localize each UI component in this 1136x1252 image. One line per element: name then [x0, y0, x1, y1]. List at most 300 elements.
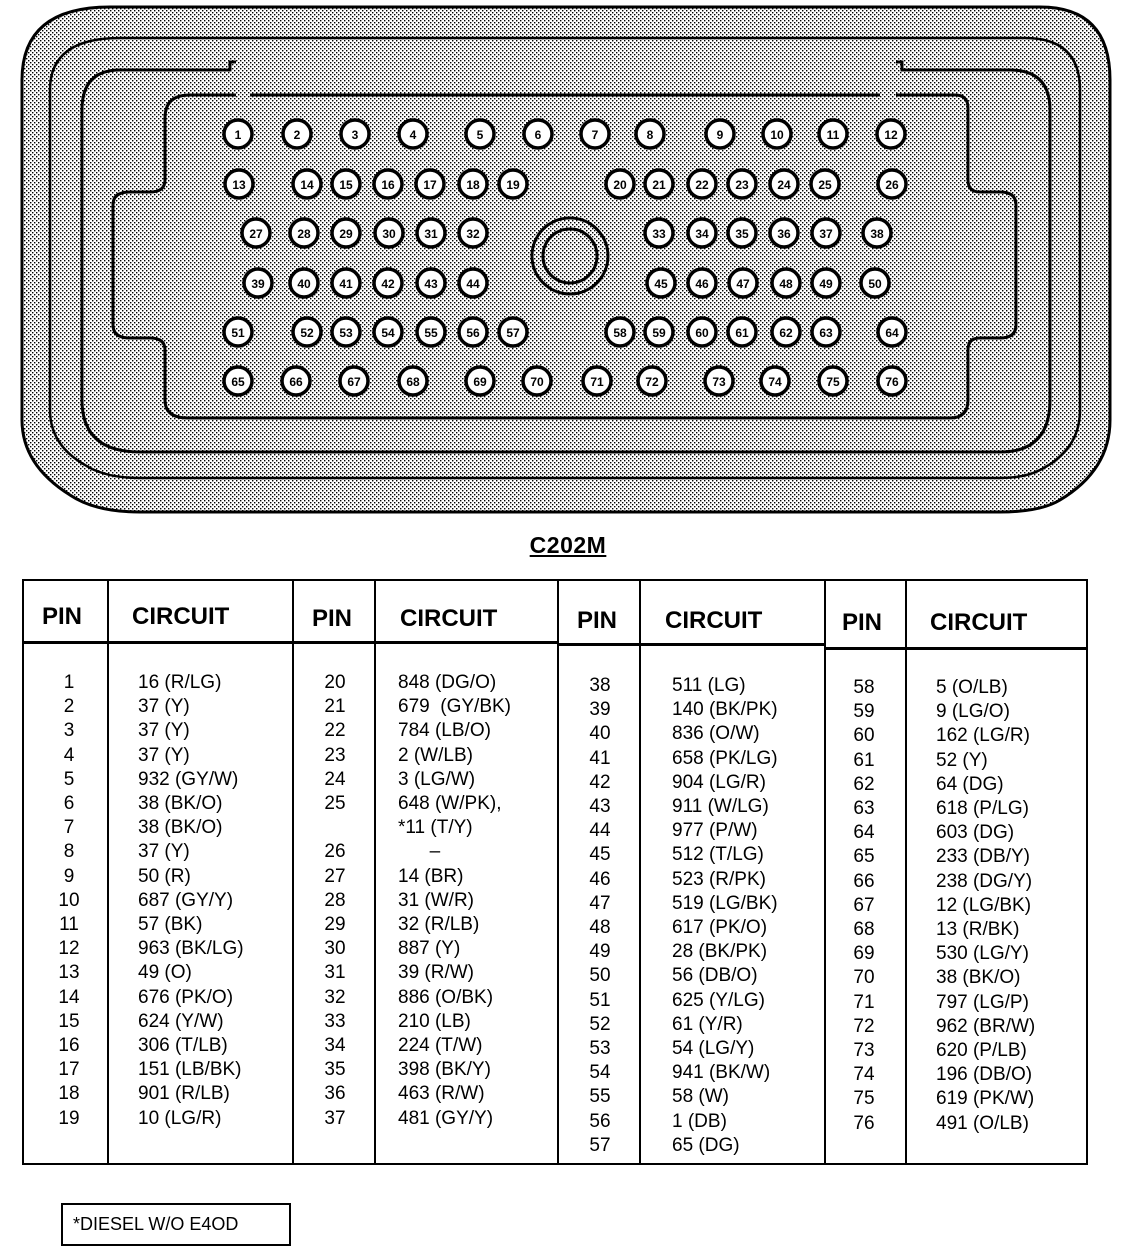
circuit-code: 836 (O/W) — [672, 723, 760, 745]
pin-number: 4 — [63, 744, 75, 766]
pin-label: 22 — [695, 178, 709, 192]
pin-number: 64 — [853, 822, 875, 844]
connector-pin — [459, 219, 487, 247]
pin-label: 61 — [735, 326, 749, 340]
pin-number: 41 — [589, 747, 611, 769]
connector-pin — [224, 318, 252, 346]
pin-header-1: PIN — [42, 603, 83, 630]
circuit-code: 162 (LG/R) — [936, 725, 1030, 747]
pin-label: 9 — [716, 128, 724, 142]
connector-pin — [374, 318, 402, 346]
pin-label: 43 — [424, 277, 438, 291]
pin-label: 44 — [466, 277, 480, 291]
pin-number: 56 — [589, 1110, 611, 1132]
pin-number: 30 — [324, 938, 346, 960]
pin-number: 46 — [589, 868, 611, 890]
connector-pin — [581, 120, 609, 148]
pin-number: 31 — [324, 962, 346, 984]
header-rule — [292, 641, 558, 644]
circuit-code: 31 (W/R) — [398, 889, 474, 911]
circuit-code: 38 (BK/O) — [138, 817, 223, 839]
pin-number: 29 — [324, 914, 346, 936]
connector-pin — [293, 170, 321, 198]
pin-label: 21 — [652, 178, 666, 192]
pin-number: 47 — [589, 892, 611, 914]
connector-pin — [647, 269, 675, 297]
connector-pin — [225, 170, 253, 198]
connector-pin — [645, 318, 673, 346]
pin-label: 45 — [654, 277, 668, 291]
pin-label: 2 — [293, 128, 301, 142]
pin-list-1 — [44, 671, 94, 1131]
column-divider — [639, 581, 641, 1163]
connector-pin — [638, 367, 666, 395]
pin-number: 10 — [58, 889, 80, 911]
circuit-code: 233 (DB/Y) — [936, 846, 1030, 868]
pin-label: 27 — [249, 227, 263, 241]
connector-pin — [224, 120, 252, 148]
connector-pin — [417, 269, 445, 297]
circuit-code: 481 (GY/Y) — [398, 1107, 494, 1129]
pin-header-2: PIN — [312, 605, 353, 632]
pin-number: 6 — [63, 793, 75, 815]
pin-label: 17 — [423, 178, 437, 192]
circuit-code: 679 (GY/BK) — [398, 696, 511, 718]
pin-number: 7 — [63, 817, 75, 839]
connector-pin — [374, 269, 402, 297]
pin-label: 23 — [735, 178, 749, 192]
circuit-code: 603 (DG) — [936, 822, 1015, 844]
connector-pin — [399, 120, 427, 148]
connector-diagram — [0, 0, 1136, 520]
circuit-code: 886 (O/BK) — [398, 986, 494, 1008]
circuit-header-4: CIRCUIT — [930, 609, 1028, 636]
connector-pin — [224, 367, 252, 395]
column-divider — [905, 581, 907, 1163]
group-divider — [292, 581, 294, 1163]
pin-number: 39 — [589, 699, 611, 721]
connector-pin — [290, 269, 318, 297]
circuit-code: 65 (DG) — [672, 1134, 740, 1156]
connector-pin — [878, 170, 906, 198]
connector-pin — [293, 318, 321, 346]
pin-label: 48 — [779, 277, 793, 291]
pin-label: 56 — [466, 326, 480, 340]
pin-number: 62 — [853, 773, 875, 795]
circuit-code: 687 (GY/Y) — [138, 889, 234, 911]
pin-label: 64 — [885, 326, 899, 340]
circuit-code: 624 (Y/W) — [138, 1010, 224, 1032]
pin-list-4 — [839, 676, 889, 1136]
pin-number: 74 — [853, 1064, 875, 1086]
pin-number: 1 — [63, 672, 75, 693]
circuit-code: 2 (W/LB) — [398, 744, 473, 766]
pin-number: 76 — [853, 1112, 875, 1134]
circuit-header-2: CIRCUIT — [400, 605, 498, 632]
circuit-code: 5 (O/LB) — [936, 677, 1008, 698]
connector-pin — [242, 219, 270, 247]
connector-pin — [332, 219, 360, 247]
circuit-code: 12 (LG/BK) — [936, 894, 1032, 916]
connector-pin — [417, 219, 445, 247]
circuit-code: 797 (LG/P) — [936, 991, 1029, 1013]
circuit-code: 463 (R/W) — [398, 1083, 485, 1105]
pin-label: 70 — [530, 375, 544, 389]
pin-label: 62 — [779, 326, 793, 340]
connector-pin — [863, 219, 891, 247]
pin-number: 13 — [58, 962, 80, 984]
connector-pin — [399, 367, 427, 395]
pin-label: 7 — [591, 128, 599, 142]
pin-header-3: PIN — [577, 607, 618, 634]
circuit-code: 151 (LB/BK) — [138, 1059, 242, 1081]
connector-pin — [332, 170, 360, 198]
pin-number: 65 — [853, 846, 875, 868]
pin-label: 25 — [818, 178, 832, 192]
pin-label: 63 — [819, 326, 833, 340]
pin-label: 11 — [826, 128, 840, 142]
pin-number: 20 — [324, 672, 346, 693]
pin-number: 71 — [853, 991, 875, 1013]
circuit-code: 619 (PK/W) — [936, 1088, 1035, 1110]
circuit-code: 519 (LG/BK) — [672, 892, 778, 914]
circuit-code: 61 (Y/R) — [672, 1013, 743, 1035]
connector-pin — [772, 269, 800, 297]
connector-pin — [770, 170, 798, 198]
pin-label: 8 — [646, 128, 654, 142]
pin-label: 10 — [770, 128, 784, 142]
connector-pin — [290, 219, 318, 247]
pin-label: 40 — [297, 277, 311, 291]
pin-label: 74 — [768, 375, 782, 389]
connector-pin — [459, 170, 487, 198]
circuit-code: 941 (BK/W) — [672, 1062, 771, 1084]
circuit-code: 64 (DG) — [936, 773, 1004, 795]
connector-pin — [375, 219, 403, 247]
pin-label: 53 — [339, 326, 353, 340]
connector-pin — [728, 318, 756, 346]
circuit-code: 32 (R/LB) — [398, 914, 480, 936]
pin-label: 24 — [777, 178, 791, 192]
circuit-code: 3 (LG/W) — [398, 768, 476, 790]
connector-pin — [812, 269, 840, 297]
pin-number: 53 — [589, 1038, 611, 1060]
pin-label: 72 — [645, 375, 659, 389]
connector-pin — [583, 367, 611, 395]
connector-pin — [332, 269, 360, 297]
circuit-code: 648 (W/PK), — [398, 793, 502, 815]
pin-label: 14 — [300, 178, 314, 192]
pin-label: 59 — [652, 326, 666, 340]
connector-pin — [645, 170, 673, 198]
pin-number: 67 — [853, 894, 875, 916]
pin-number: 73 — [853, 1040, 875, 1062]
pin-number: 33 — [324, 1010, 346, 1032]
pin-number: 17 — [58, 1059, 80, 1081]
circuit-list-2 — [398, 671, 558, 1131]
pin-number: 38 — [589, 675, 611, 696]
connector-pin — [283, 120, 311, 148]
pin-label: 32 — [466, 227, 480, 241]
pin-label: 20 — [613, 178, 627, 192]
pin-number: 21 — [324, 696, 346, 718]
pin-number: 11 — [59, 914, 79, 936]
pin-number: 54 — [589, 1062, 611, 1084]
connector-pin — [819, 120, 847, 148]
pin-number: 25 — [324, 793, 346, 815]
pin-number: 42 — [589, 771, 611, 793]
circuit-code: 238 (DG/Y) — [936, 870, 1033, 892]
connector-pin — [332, 318, 360, 346]
circuit-code: 512 (T/LG) — [672, 844, 764, 866]
pin-number: 3 — [63, 720, 75, 742]
pin-number: 51 — [589, 989, 611, 1011]
connector-pin — [688, 318, 716, 346]
pin-list-2 — [310, 671, 360, 1131]
pin-label: 66 — [289, 375, 303, 389]
connector-pin — [877, 120, 905, 148]
circuit-code: 13 (R/BK) — [936, 919, 1020, 941]
pin-label: 4 — [409, 128, 417, 142]
pin-label: 67 — [347, 375, 361, 389]
pin-number: 63 — [853, 798, 875, 820]
pin-label: 51 — [231, 326, 245, 340]
pin-number: 8 — [63, 841, 75, 863]
pin-label: 16 — [381, 178, 395, 192]
pin-number: 50 — [589, 965, 611, 987]
connector-pin — [878, 367, 906, 395]
circuit-code: 54 (LG/Y) — [672, 1038, 755, 1060]
pin-number: 68 — [853, 919, 875, 941]
pin-number: 37 — [324, 1107, 346, 1129]
circuit-code: 962 (BR/W) — [936, 1015, 1036, 1037]
circuit-code: 37 (Y) — [138, 841, 190, 863]
pin-number: 72 — [853, 1015, 875, 1037]
circuit-code: 620 (P/LB) — [936, 1040, 1027, 1062]
circuit-code: 977 (P/W) — [672, 820, 758, 842]
circuit-code: 49 (O) — [138, 962, 192, 984]
pin-number: 28 — [324, 889, 346, 911]
pin-number: 14 — [58, 986, 80, 1008]
pin-label: 36 — [777, 227, 791, 241]
connector-pin — [763, 120, 791, 148]
pin-label: 71 — [590, 375, 604, 389]
pin-label: 76 — [885, 375, 899, 389]
connector-pin — [861, 269, 889, 297]
pin-label: 12 — [884, 128, 898, 142]
pin-number: 18 — [58, 1083, 80, 1105]
connector-pin — [340, 367, 368, 395]
circuit-code: 58 (W) — [672, 1086, 729, 1108]
pin-label: 35 — [735, 227, 749, 241]
header-rule — [824, 647, 1088, 650]
circuit-code: 523 (R/PK) — [672, 868, 766, 890]
footnote-box: *DIESEL W/O E4OD — [61, 1203, 291, 1246]
connector-pin — [499, 318, 527, 346]
circuit-code: 887 (Y) — [398, 938, 461, 960]
circuit-code: 196 (DB/O) — [936, 1064, 1033, 1086]
circuit-code: 28 (BK/PK) — [672, 941, 768, 963]
pin-label: 46 — [695, 277, 709, 291]
pin-number: 58 — [853, 677, 875, 698]
column-divider — [107, 581, 109, 1163]
circuit-code: 37 (Y) — [138, 696, 190, 718]
circuit-code: 676 (PK/O) — [138, 986, 234, 1008]
pin-label: 54 — [381, 326, 395, 340]
circuit-code: 16 (R/LG) — [138, 672, 222, 693]
pin-label: 49 — [819, 277, 833, 291]
circuit-code: 904 (LG/R) — [672, 771, 766, 793]
connector-pin — [770, 219, 798, 247]
pin-label: 30 — [382, 227, 396, 241]
pin-number: 22 — [324, 720, 346, 742]
pin-label: 47 — [736, 277, 750, 291]
circuit-code: – — [398, 841, 441, 863]
connector-pin — [645, 219, 673, 247]
pin-table — [22, 579, 1088, 1165]
connector-pin — [417, 318, 445, 346]
pin-number: 24 — [324, 768, 346, 790]
connector-title: C202M — [529, 532, 607, 558]
connector-pin — [459, 269, 487, 297]
connector-pin — [466, 367, 494, 395]
pin-label: 50 — [868, 277, 882, 291]
pin-number: 26 — [324, 841, 346, 863]
pin-label: 38 — [870, 227, 884, 241]
connector-pin — [606, 318, 634, 346]
pin-label: 55 — [424, 326, 438, 340]
pin-label: 60 — [695, 326, 709, 340]
header-rule — [24, 641, 292, 644]
pin-label: 15 — [339, 178, 353, 192]
pin-label: 31 — [424, 227, 438, 241]
pin-label: 39 — [251, 277, 265, 291]
connector-pin — [244, 269, 272, 297]
circuit-code: 57 (BK) — [138, 914, 203, 936]
circuit-code: 9 (LG/O) — [936, 701, 1010, 723]
pin-header-4: PIN — [842, 609, 883, 636]
pin-number: 49 — [589, 941, 611, 963]
pin-label: 75 — [826, 375, 840, 389]
connector-pin — [705, 367, 733, 395]
pin-label: 68 — [406, 375, 420, 389]
circuit-code: 932 (GY/W) — [138, 768, 239, 790]
pin-number: 15 — [58, 1010, 80, 1032]
pin-label: 69 — [473, 375, 487, 389]
pin-number: 60 — [853, 725, 875, 747]
pin-number: 5 — [63, 768, 75, 790]
pin-number: 43 — [589, 796, 611, 818]
pin-label: 34 — [695, 227, 709, 241]
circuit-code: 140 (BK/PK) — [672, 699, 778, 721]
circuit-code: 210 (LB) — [398, 1010, 471, 1032]
pin-number: 66 — [853, 870, 875, 892]
circuit-code: 1 (DB) — [672, 1110, 727, 1132]
group-divider — [557, 581, 559, 1163]
pin-number: 55 — [589, 1086, 611, 1108]
circuit-code: 398 (BK/Y) — [398, 1059, 491, 1081]
connector-pin — [812, 219, 840, 247]
circuit-code: 224 (T/W) — [398, 1035, 483, 1057]
circuit-code: 14 (BR) — [398, 865, 464, 887]
pin-label: 1 — [234, 128, 242, 142]
circuit-code: 963 (BK/LG) — [138, 938, 244, 960]
connector-pin — [374, 170, 402, 198]
connector-pin — [772, 318, 800, 346]
connector-pin — [523, 367, 551, 395]
pin-label: 41 — [339, 277, 353, 291]
pin-number — [310, 816, 360, 840]
pin-number: 32 — [324, 986, 346, 1008]
circuit-code: 39 (R/W) — [398, 962, 474, 984]
pin-label: 42 — [381, 277, 395, 291]
pin-number: 12 — [58, 938, 80, 960]
pin-label: 65 — [231, 375, 245, 389]
pin-label: 29 — [339, 227, 353, 241]
circuit-code: 491 (O/LB) — [936, 1112, 1029, 1134]
circuit-code: 848 (DG/O) — [398, 672, 497, 693]
connector-pin — [729, 269, 757, 297]
connector-pin — [466, 120, 494, 148]
connector-pin — [706, 120, 734, 148]
connector-pin — [499, 170, 527, 198]
group-divider — [824, 581, 826, 1163]
circuit-code: 10 (LG/R) — [138, 1107, 222, 1129]
circuit-code: 530 (LG/Y) — [936, 943, 1029, 965]
circuit-code: 511 (LG) — [672, 675, 746, 696]
circuit-code: 901 (R/LB) — [138, 1083, 230, 1105]
circuit-code: 38 (BK/O) — [936, 967, 1021, 989]
pin-label: 28 — [297, 227, 311, 241]
circuit-code: 625 (Y/LG) — [672, 989, 765, 1011]
column-divider — [374, 581, 376, 1163]
pin-label: 3 — [351, 128, 359, 142]
header-rule — [557, 643, 825, 646]
pin-label: 26 — [885, 178, 899, 192]
pin-label: 37 — [819, 227, 833, 241]
connector-pin — [688, 269, 716, 297]
pin-number: 57 — [589, 1134, 611, 1156]
pin-label: 73 — [712, 375, 726, 389]
connector-pin — [812, 318, 840, 346]
connector-pin — [606, 170, 634, 198]
pin-number: 75 — [853, 1088, 875, 1110]
circuit-list-4 — [936, 676, 1086, 1136]
circuit-list-3 — [672, 674, 832, 1158]
circuit-header-1: CIRCUIT — [132, 603, 230, 630]
pin-label: 19 — [506, 178, 520, 192]
pin-number: 59 — [853, 701, 875, 723]
connector-pin — [761, 367, 789, 395]
circuit-code: 50 (R) — [138, 865, 191, 887]
pin-number: 45 — [589, 844, 611, 866]
pin-number: 40 — [589, 723, 611, 745]
pin-number: 61 — [853, 749, 875, 771]
circuit-code: 56 (DB/O) — [672, 965, 758, 987]
circuit-code: 306 (T/LB) — [138, 1035, 228, 1057]
connector-pin — [688, 170, 716, 198]
circuit-list-1 — [138, 671, 298, 1131]
pin-number: 23 — [324, 744, 346, 766]
pin-number: 70 — [853, 967, 875, 989]
connector-pin — [282, 367, 310, 395]
pin-number: 27 — [324, 865, 346, 887]
connector-pin — [728, 219, 756, 247]
circuit-code: 911 (W/LG) — [672, 796, 769, 818]
pin-number: 69 — [853, 943, 875, 965]
connector-pin — [459, 318, 487, 346]
connector-pin — [819, 367, 847, 395]
